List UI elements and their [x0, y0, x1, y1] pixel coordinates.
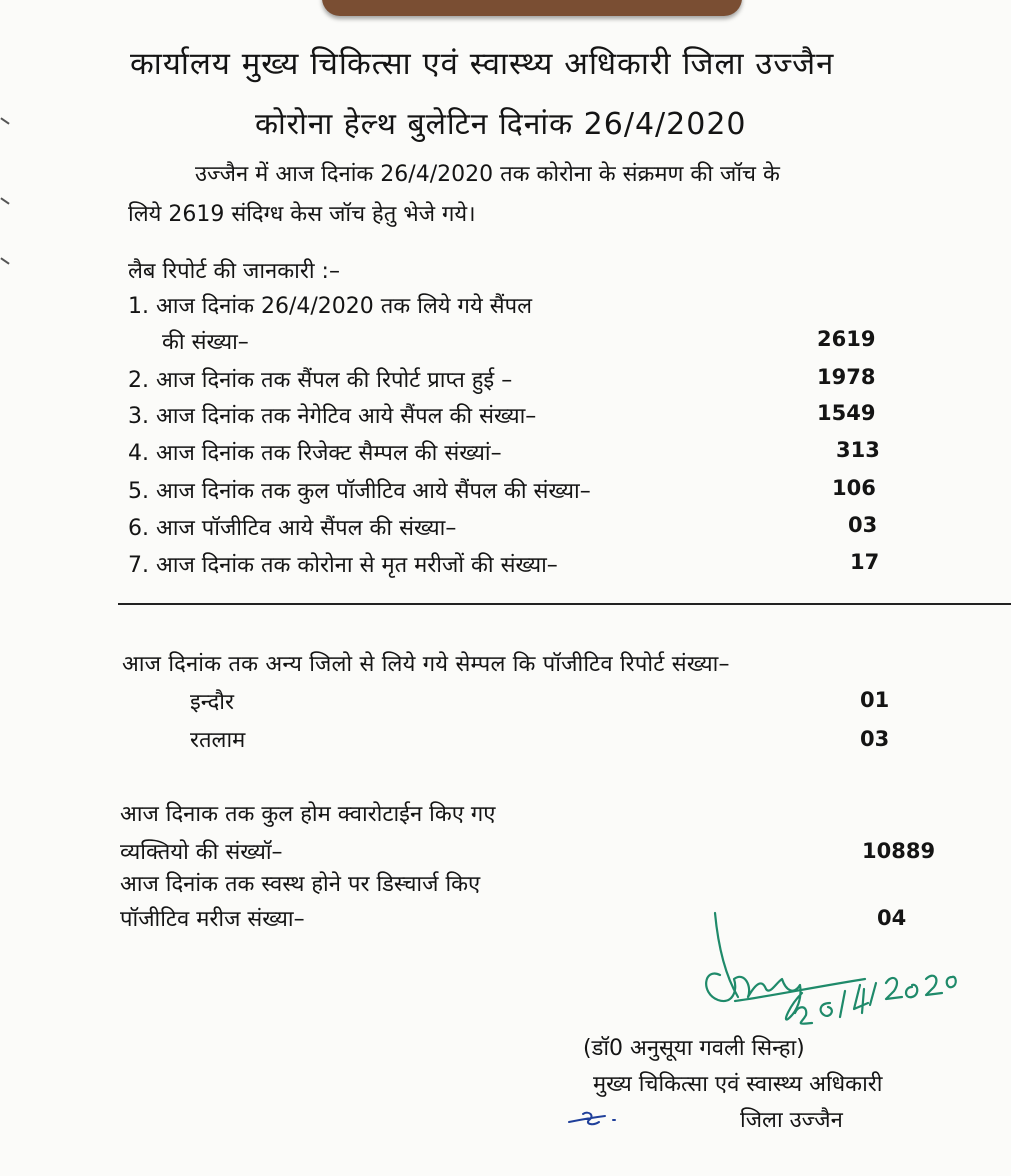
lab-item-value: 106 [832, 476, 876, 500]
intro-line-2: लिये 2619 संदिग्ध केस जॉच हेतु भेजे गये। [128, 202, 476, 227]
quarantine-value: 10889 [862, 839, 936, 863]
discharge-label-1: आज दिनांक तक स्वस्थ होने पर डिस्चार्ज किए [120, 872, 481, 897]
lab-item-value: 1978 [817, 365, 876, 389]
binder-mark [0, 257, 9, 264]
district-name: रतलाम [190, 728, 246, 753]
lab-item-value: 313 [836, 438, 880, 462]
district-value: 03 [860, 727, 890, 751]
discharge-value: 04 [877, 906, 907, 930]
quarantine-label-1: आज दिनाक तक कुल होम क्वारोटाईन किए गए [120, 802, 496, 827]
lab-item-label: 1. आज दिनांक 26/4/2020 तक लिये गये सैंपल [128, 294, 532, 319]
lab-item-value: 03 [848, 513, 878, 537]
folder-clip [322, 0, 742, 16]
binder-mark [0, 197, 9, 204]
district-name: इन्दौर [190, 690, 234, 715]
lab-item-label: 3. आज दिनांक तक नेगेटिव आये सैंपल की संख्या– [128, 404, 537, 429]
lab-item-label: 2. आज दिनांक तक सैंपल की रिपोर्ट प्राप्त हुई – [128, 368, 513, 393]
section-divider [118, 603, 1011, 605]
other-districts-heading: आज दिनांक तक अन्य जिलो से लिये गये सेम्पल कि पॉजीटिव रिपोर्ट संख्या– [122, 652, 730, 677]
lab-item-label: 6. आज पॉजीटिव आये सैंपल की संख्या– [128, 516, 457, 541]
intro-line-1: उज्जैन में आज दिनांक 26/4/2020 तक कोरोना के संक्रमण की जॉच के [195, 162, 780, 187]
lab-item-label: 7. आज दिनांक तक कोरोना से मृत मरीजों की संख्या– [128, 553, 558, 578]
discharge-label-2: पॉजीटिव मरीज संख्या– [120, 907, 305, 932]
officer-designation: मुख्य चिकित्सा एवं स्वास्थ्य अधिकारी [593, 1072, 883, 1097]
office-title: कार्यालय मुख्य चिकित्सा एवं स्वास्थ्य अधिकारी जिला उज्जैन [130, 46, 835, 82]
lab-item-value: 17 [850, 550, 880, 574]
lab-item-value: 1549 [817, 401, 876, 425]
bulletin-title: कोरोना हेल्थ बुलेटिन दिनांक 26/4/2020 [255, 107, 747, 142]
quarantine-label-2: व्यक्तियो की संख्यॉ– [120, 840, 283, 865]
lab-item-label-cont: की संख्या– [162, 330, 249, 355]
district-value: 01 [860, 688, 890, 712]
lab-report-heading: लैब रिपोर्ट की जानकारी :– [128, 259, 340, 284]
binder-mark [0, 117, 9, 124]
lab-item-label: 4. आज दिनांक तक रिजेक्ट सैम्पल की संख्यां– [128, 441, 502, 466]
officer-district: जिला उज्जैन [740, 1108, 843, 1133]
officer-name: (डॉ0 अनुसूया गवली सिन्हा) [583, 1036, 805, 1061]
handwritten-signature [690, 905, 960, 1045]
lab-item-value: 2619 [817, 327, 876, 351]
lab-item-label: 5. आज दिनांक तक कुल पॉजीटिव आये सैंपल की संख्या– [128, 479, 591, 504]
initial-mark [565, 1108, 625, 1132]
